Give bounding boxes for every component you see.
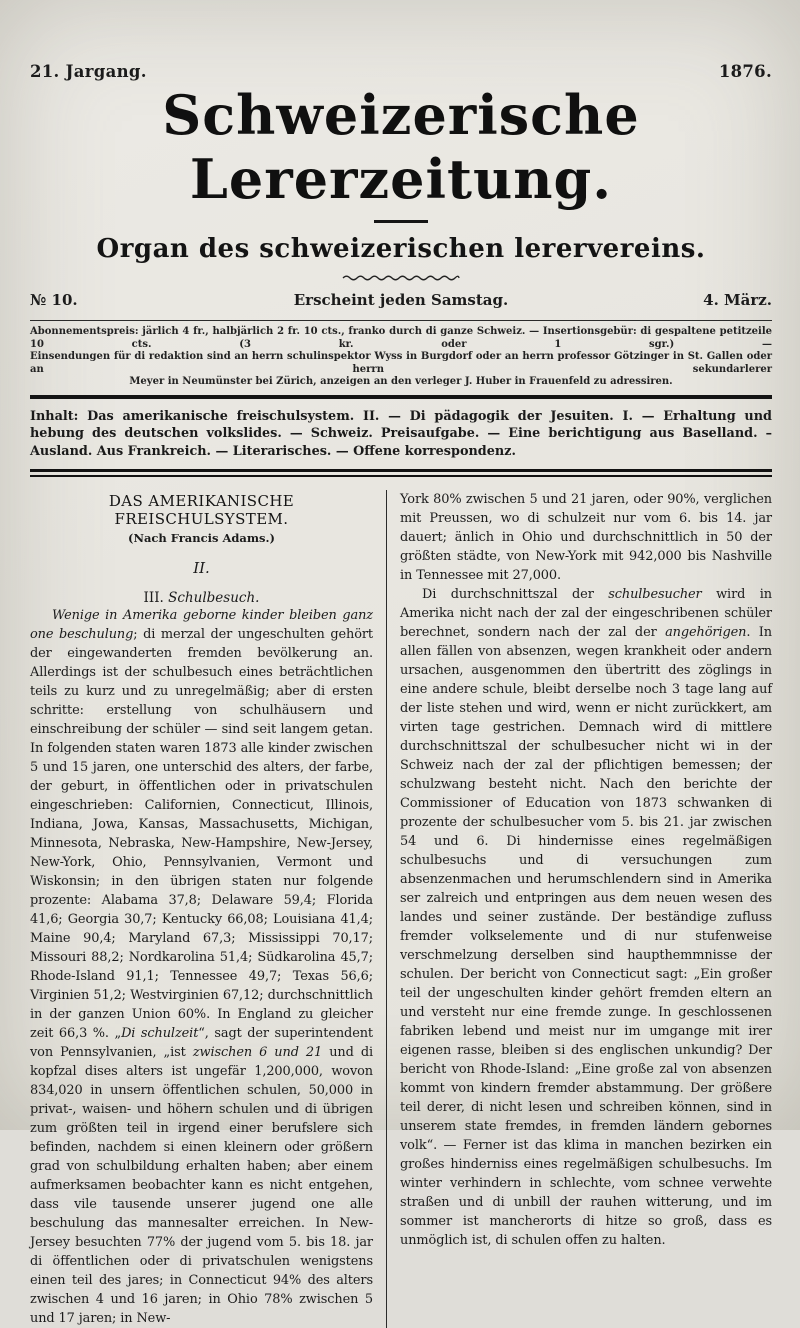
contents-text: Das amerikanische freischulsystem. II. — Di pädagogik der Jesuiten. I. — Erhaltung und hebung des deutschen volkslides. — Schweiz. Preisaufgabe. — Eine berichtigung aus Baselland. – Ausland. Aus Frankreich. — Literarisches. — Offene korrespondenz. bbox=[30, 408, 772, 459]
contents-summary bbox=[30, 408, 772, 461]
wavy-rule bbox=[342, 274, 460, 282]
article-part-number: II. bbox=[193, 559, 210, 578]
issue-date: 4. März. bbox=[703, 291, 772, 309]
frequency-note: Erscheint jeden Samstag. bbox=[293, 291, 509, 309]
section-number: III. bbox=[143, 590, 169, 607]
newspaper-title: Schweizerische Lererzeitung. bbox=[162, 83, 640, 211]
paragraph-segment: schulbesucher bbox=[608, 587, 702, 603]
paragraph-segment: Wenige in Amerika geborne kinder bleiben ganz one beschulung bbox=[30, 608, 373, 643]
article-byline: (Nach Francis Adams.) bbox=[128, 531, 275, 546]
paragraph-segment: Di durchschnittszal der bbox=[422, 587, 609, 603]
column-right bbox=[387, 490, 772, 1328]
paragraph-segment: wird in Amerika nicht nach der zal der eingeschribenen schüler berechnet, sondern nach der zal der bbox=[400, 587, 772, 641]
volume-label: 21. Jargang. bbox=[30, 62, 147, 81]
double-rule bbox=[30, 469, 772, 477]
paragraph-segment: . In allen fällen von absenzen, wegen krankheit oder andern ursachen, ausgenommen den übertritt des zöglings in eine andere schule, bleibt derselbe noch 3 tage lang auf der liste stehen und wird, wenn er nicht zurückkert, am virten tage gestrichen. Demnach wird di mittlere durchschnittszal der schulbesucher nicht wi in der Schweiz nach der zal der pflichtigen bemessen; der schulzwang besteht nicht. Nach den berichte der Commissioner of Education von 1873 schwanken di prozente der schulbesucher vom 5. bis 21. jar zwischen 54 und 6. Di hindernisse eines regelmäßigen schulbesuchs und di versuchungen zum absenzenmachen und herumschlendern sind in Amerika ser zalreich und entpringen aus dem neuen wesen des landes und seiner zustände. Der beständige zufluss fremder volkselemente und di nur stufenweise verschmelzung derselben sind haupthemmnisse der schulen. Der bericht von Connecticut sagt: „Ein großer teil der ungeschulten kinder gehört fremden eltern an und versteht nur eine fremde zunge. In geschlossenen fabriken lebend und meist nur im umgange mit irer eigenen rasse, bleiben si des englischen unkundig? Der bericht von Rhode-Island: „Eine große zal von absenzen kommt von kindern fremder abstammung. Der größere teil derer, di nicht lesen und schreiben können, sind in unserem state fremdes, in fremden ländern gebornes volk“. — Ferner ist das klima in manchen bezirken ein großes hinderniss eines regelmäßigen schulbesuchs. Im winter verhindern in schlechte, vom schnee verwehte straßen und di unbill der rauhen witterung, und im sommer ist mancherorts di hitze so groß, dass es unmöglich ist, di schulen offen zu halten. bbox=[400, 625, 772, 1249]
thick-rule bbox=[30, 395, 772, 399]
issue-number: № 10. bbox=[30, 291, 78, 309]
imprint-line-3: Meyer in Neumünster bei Zürich, anzeigen an den verleger J. Huber in Frauenfeld zu adressiren. bbox=[129, 376, 673, 388]
article-paragraph bbox=[30, 606, 373, 1328]
paragraph-segment: angehörigen bbox=[665, 625, 747, 641]
column-left bbox=[30, 490, 387, 1328]
masthead-top-row bbox=[30, 62, 772, 81]
contents-label: Inhalt: bbox=[30, 408, 79, 424]
paragraph-segment: und di kopfzal dises alters ist ungefär 1,200,000, wovon 834,020 in unsern öffentlichen schulen, 50,000 in privat-, waisen- und höhern schulen und di übrigen zum größten teil in irgend einer berufslere sich befinden, nachdem si einen kleinern oder größern grad von schulbildung erhalten haben; aber einem aufmerksamen beobachter kann es nicht entgehen, dass vile tausende unserer jugend one alle beschulung das mannesalter erreichen. In New-Jersey besuchten 77% der jugend vom 5. bis 18. jar di öffentlichen oder di privatschulen wenigstens einen teil des jares; in Connecticut 94% des alters zwischen 4 und 16 jaren; in Ohio 78% zwischen 5 und 17 jaren; in New- bbox=[30, 1045, 373, 1327]
imprint-line-1: Abonnementspreis: järlich 4 fr., halbjärlich 2 fr. 10 cts., franko durch di ganze Schweiz. — Insertionsgebür: di gespaltene petitzeile 10 cts. (3 kr. oder 1 sgr.) — bbox=[30, 326, 772, 350]
imprint-line-2: Einsendungen für di redaktion sind an herrn schulinspektor Wyss in Burgdorf oder an herrn professor Götzinger in St. Gallen oder an herrn sekundarlerer bbox=[30, 351, 772, 375]
paragraph-segment: Di schulzeit bbox=[121, 1026, 199, 1042]
newspaper-subtitle: Organ des schweizerischen lerervereins. bbox=[96, 234, 706, 264]
article-heading: DAS AMERIKANISCHE FREISCHULSYSTEM. bbox=[108, 492, 295, 529]
thin-rule bbox=[30, 320, 772, 321]
paragraph-segment: ; di merzal der ungeschulten gehört der eingewanderten fremden bevölkerung an. Allerdings ist der schulbesuch eines beträchtlichen teils zu kurz und zu unregelmäßig; aber di ersten schritte: erstellung von schulhäusern und einschreibung der schüler — sind seit langem getan. In folgenden staten waren 1873 alle kinder zwischen 5 und 15 jaren, one unterschid des alters, der farbe, der geburt, in öffentlichen oder in privatschulen eingeschrieben: Californien, Connecticut, Illinois, Indiana, Jowa, Kansas, Massachusetts, Michigan, Minnesota, Nebraska, New-Hampshire, New-Jersey, New-York, Ohio, Pennsylvanien, Vermont und Wiskonsin; in den übrigen staten nur folgende prozente: Alabama 37,8; Delaware 59,4; Florida 41,6; Georgia 30,7; Kentucky 66,08; Louisiana 41,4; Maine 90,4; Maryland 67,3; Mississippi 70,17; Missouri 88,2; Nordkarolina 51,4; Südkarolina 45,7; Rhode-Island 91,1; Tennessee 49,7; Texas 56,6; Virginien 51,2; Westvirginien 67,12; durchschnittlich in der ganzen Union 60%. In England zu gleicher zeit 66,3 %. „ bbox=[30, 627, 374, 1042]
title-rule bbox=[374, 220, 428, 223]
article-columns bbox=[30, 490, 772, 1328]
issue-row bbox=[30, 291, 772, 309]
article-paragraph: York 80% zwischen 5 und 21 jaren, oder 90%, verglichen mit Preussen, wo di schulzeit nur vom 6. bis 14. jar dauert; änlich in Ohio und durchschnittlich in 50 der größten städte, von New-York mit 942,000 bis Nashville in Tennessee mit 27,000. bbox=[400, 492, 772, 584]
year-label: 1876. bbox=[718, 62, 772, 81]
section-title: Schulbesuch. bbox=[168, 590, 260, 607]
paragraph-segment: “, sagt der superintendent von Pennsylvanien, „ist bbox=[30, 1026, 374, 1061]
article-paragraph bbox=[400, 585, 772, 1250]
article-section-heading bbox=[30, 590, 373, 606]
paragraph-segment: zwischen 6 und 21 bbox=[192, 1045, 323, 1061]
imprint-block bbox=[30, 326, 772, 389]
